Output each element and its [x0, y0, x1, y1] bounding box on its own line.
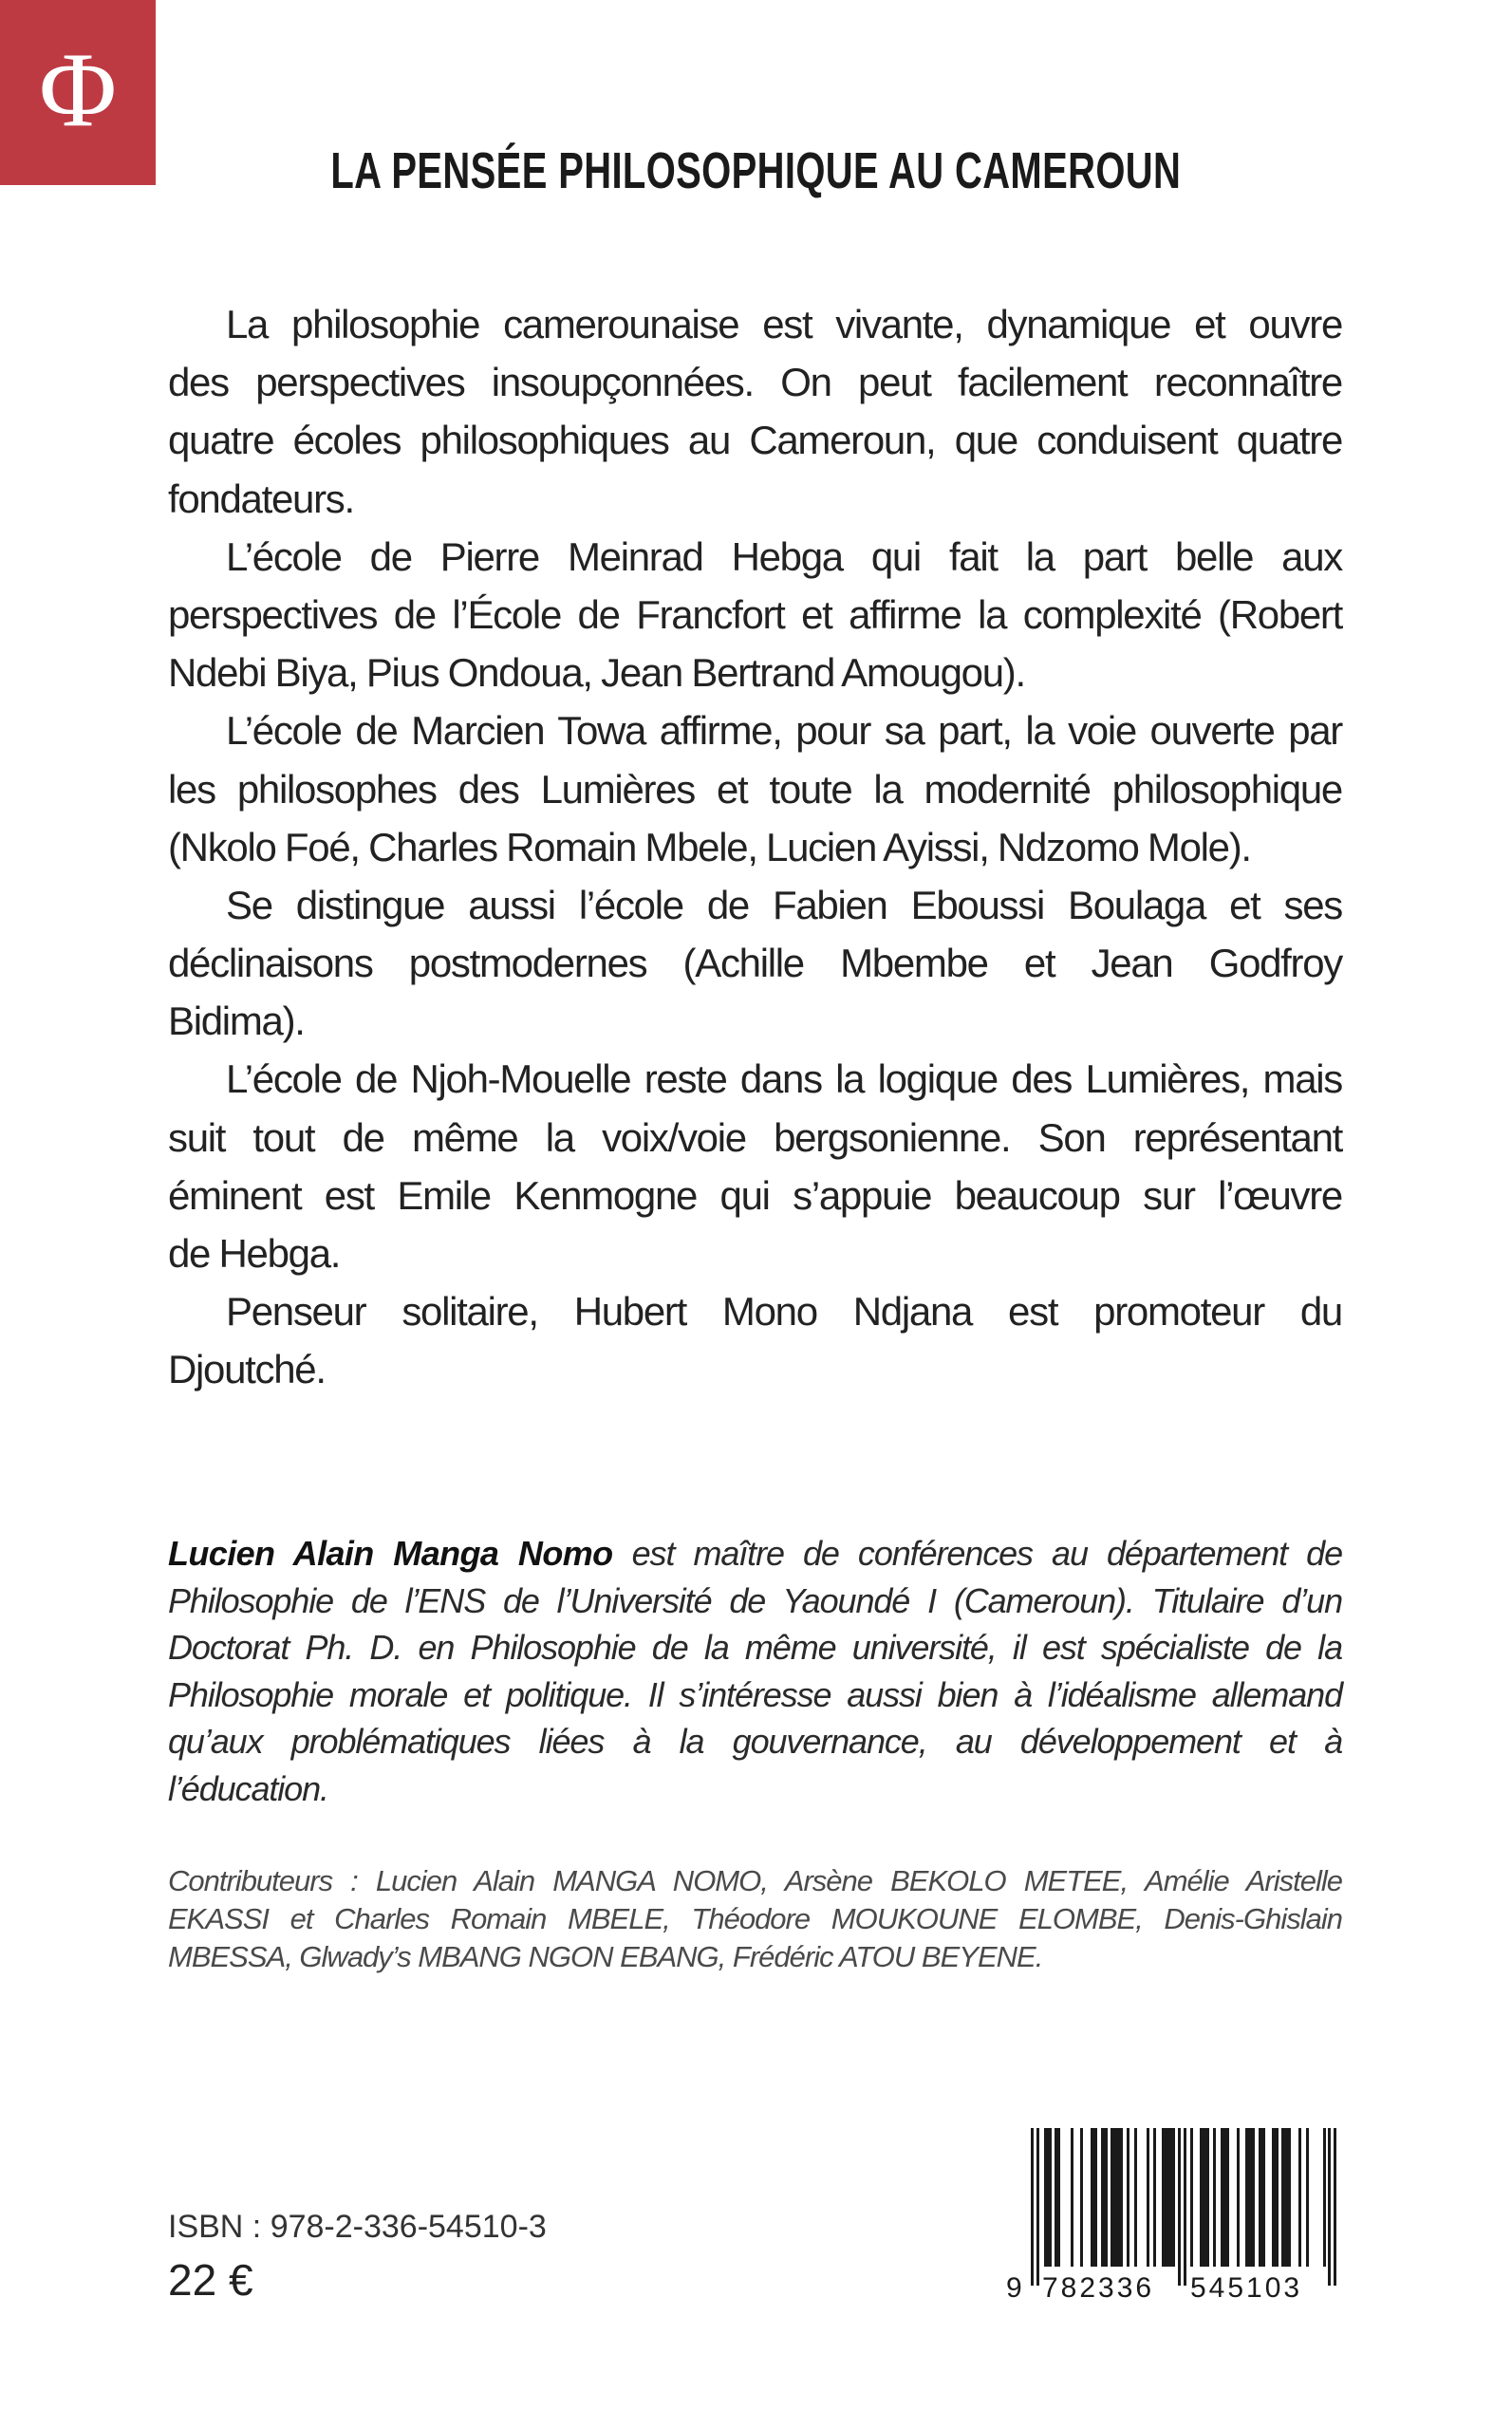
barcode-icon [1004, 2122, 1355, 2303]
summary-line: de Hebga. [168, 1231, 341, 1276]
summary-line: Penseur solitaire, Hubert Mono Ndjana est promoteur du [226, 1289, 1342, 1335]
summary-line: L’école de Pierre Meinrad Hebga qui fait la part belle aux [226, 533, 1342, 579]
summary-line: Ndebi Biya, Pius Ondoua, Jean Bertrand Amougou). [168, 650, 1025, 696]
author-bio-line: l’éducation. [168, 1768, 328, 1808]
summary-line: Djoutché. [168, 1347, 326, 1392]
price-label: 22 € [168, 2255, 253, 2305]
barcode-first-digit: 9 [1006, 2272, 1022, 2303]
summary-line: déclinaisons postmodernes (Achille Mbembe et Jean Godfroy [168, 941, 1342, 986]
summary-line: L’école de Njoh-Mouelle reste dans la logique des Lumières, mais [226, 1056, 1342, 1102]
summary-line: éminent est Emile Kenmogne qui s’appuie beaucoup sur l’œuvre [168, 1172, 1342, 1218]
author-bio-line: qu’aux problématiques liées à la gouvernance, au développement et à [168, 1722, 1342, 1762]
summary-line: fondateurs. [168, 476, 354, 521]
author-bio-line [168, 1530, 1342, 1578]
contributors-line: EKASSI et Charles Romain MBELE, Théodore MOUKOUNE ELOMBE, Denis-Ghislain [168, 1902, 1342, 1935]
summary-line: quatre écoles philosophiques au Cameroun, que conduisent quatre [168, 418, 1342, 463]
summary-line: (Nkolo Foé, Charles Romain Mbele, Lucien Ayissi, Ndzomo Mole). [168, 824, 1251, 869]
phi-logo-icon: Φ [39, 31, 117, 149]
summary-line: Se distingue aussi l’école de Fabien Eboussi Boulaga et ses [226, 882, 1342, 927]
summary-line: La philosophie camerounaise est vivante, dynamique et ouvre [226, 302, 1342, 346]
contributors-line: Contributeurs : Lucien Alain MANGA NOMO, Arsène BEKOLO METEE, Amélie Aristelle [168, 1864, 1342, 1897]
book-title [0, 142, 1512, 199]
summary-line: suit tout de même la voix/voie bergsonienne. Son représentant [168, 1114, 1342, 1160]
author-bio-first-line: est maître de conférences au département de [612, 1534, 1342, 1573]
author-bio [168, 1530, 1342, 1813]
summary-text [168, 295, 1342, 1399]
isbn-label: ISBN : 978-2-336-54510-3 [168, 2209, 547, 2245]
book-title-text: LA PENSÉE PHILOSOPHIQUE AU CAMEROUN [330, 142, 1182, 199]
barcode-left-digits: 782336 [1042, 2272, 1155, 2303]
summary-line: les philosophes des Lumières et toute la modernité philosophique [168, 766, 1342, 812]
summary-line: des perspectives insoupçonnées. On peut facilement reconnaître [168, 360, 1342, 405]
author-name: Lucien Alain Manga Nomo [168, 1534, 613, 1573]
contributors [168, 1862, 1342, 1976]
summary-line: perspectives de l’École de Francfort et affirme la complexité (Robert [168, 591, 1342, 637]
author-bio-line: Philosophie de l’ENS de l’Université de Yaoundé I (Cameroun). Titulaire d’un [168, 1580, 1342, 1620]
barcode-right-digits: 545103 [1190, 2272, 1303, 2303]
author-bio-line: Philosophie morale et politique. Il s’intéresse aussi bien à l’idéalisme allemand [168, 1674, 1342, 1714]
contributors-line: MBESSA, Glwady’s MBANG NGON EBANG, Frédéric ATOU BEYENE. [168, 1940, 1043, 1973]
author-bio-line: Doctorat Ph. D. en Philosophie de la même université, il est spécialiste de la [168, 1628, 1342, 1668]
summary-line: L’école de Marcien Towa affirme, pour sa part, la voie ouverte par [226, 708, 1342, 754]
summary-line: Bidima). [168, 999, 305, 1044]
